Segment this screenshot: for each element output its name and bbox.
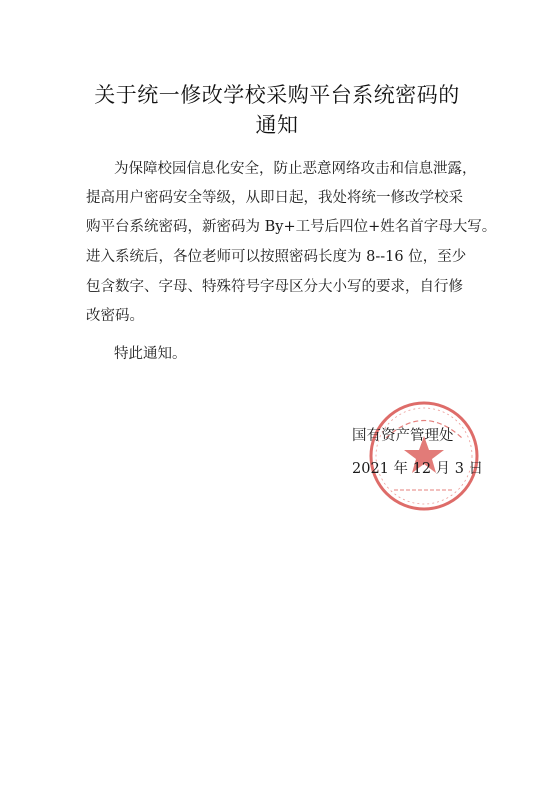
paragraph-line-2: 提高用户密码安全等级，从即日起，我处将统一修改学校采 [86, 190, 463, 206]
notice-title-line-1: 关于统一修改学校采购平台系统密码的 [94, 83, 460, 107]
issuer-name: 国有资产管理处 [352, 428, 454, 444]
paragraph-line-4: 进入系统后，各位老师可以按照密码长度为 8--16 位，至少 [86, 249, 467, 265]
paragraph-line-3: 购平台系统密码，新密码为 By+工号后四位+姓名首字母大写。 [86, 219, 497, 235]
closing-text: 特此通知。 [114, 346, 187, 362]
paragraph-line-1: 为保障校园信息化安全，防止恶意网络攻击和信息泄露， [114, 161, 477, 177]
paragraph-line-5: 包含数字、字母、特殊符号字母区分大小写的要求，自行修 [86, 279, 463, 295]
official-seal [366, 398, 482, 514]
notice-title-line-2: 通知 [255, 113, 299, 137]
issue-date: 2021 年 12 月 3 日 [352, 461, 484, 477]
paragraph-line-6: 改密码。 [86, 308, 144, 324]
